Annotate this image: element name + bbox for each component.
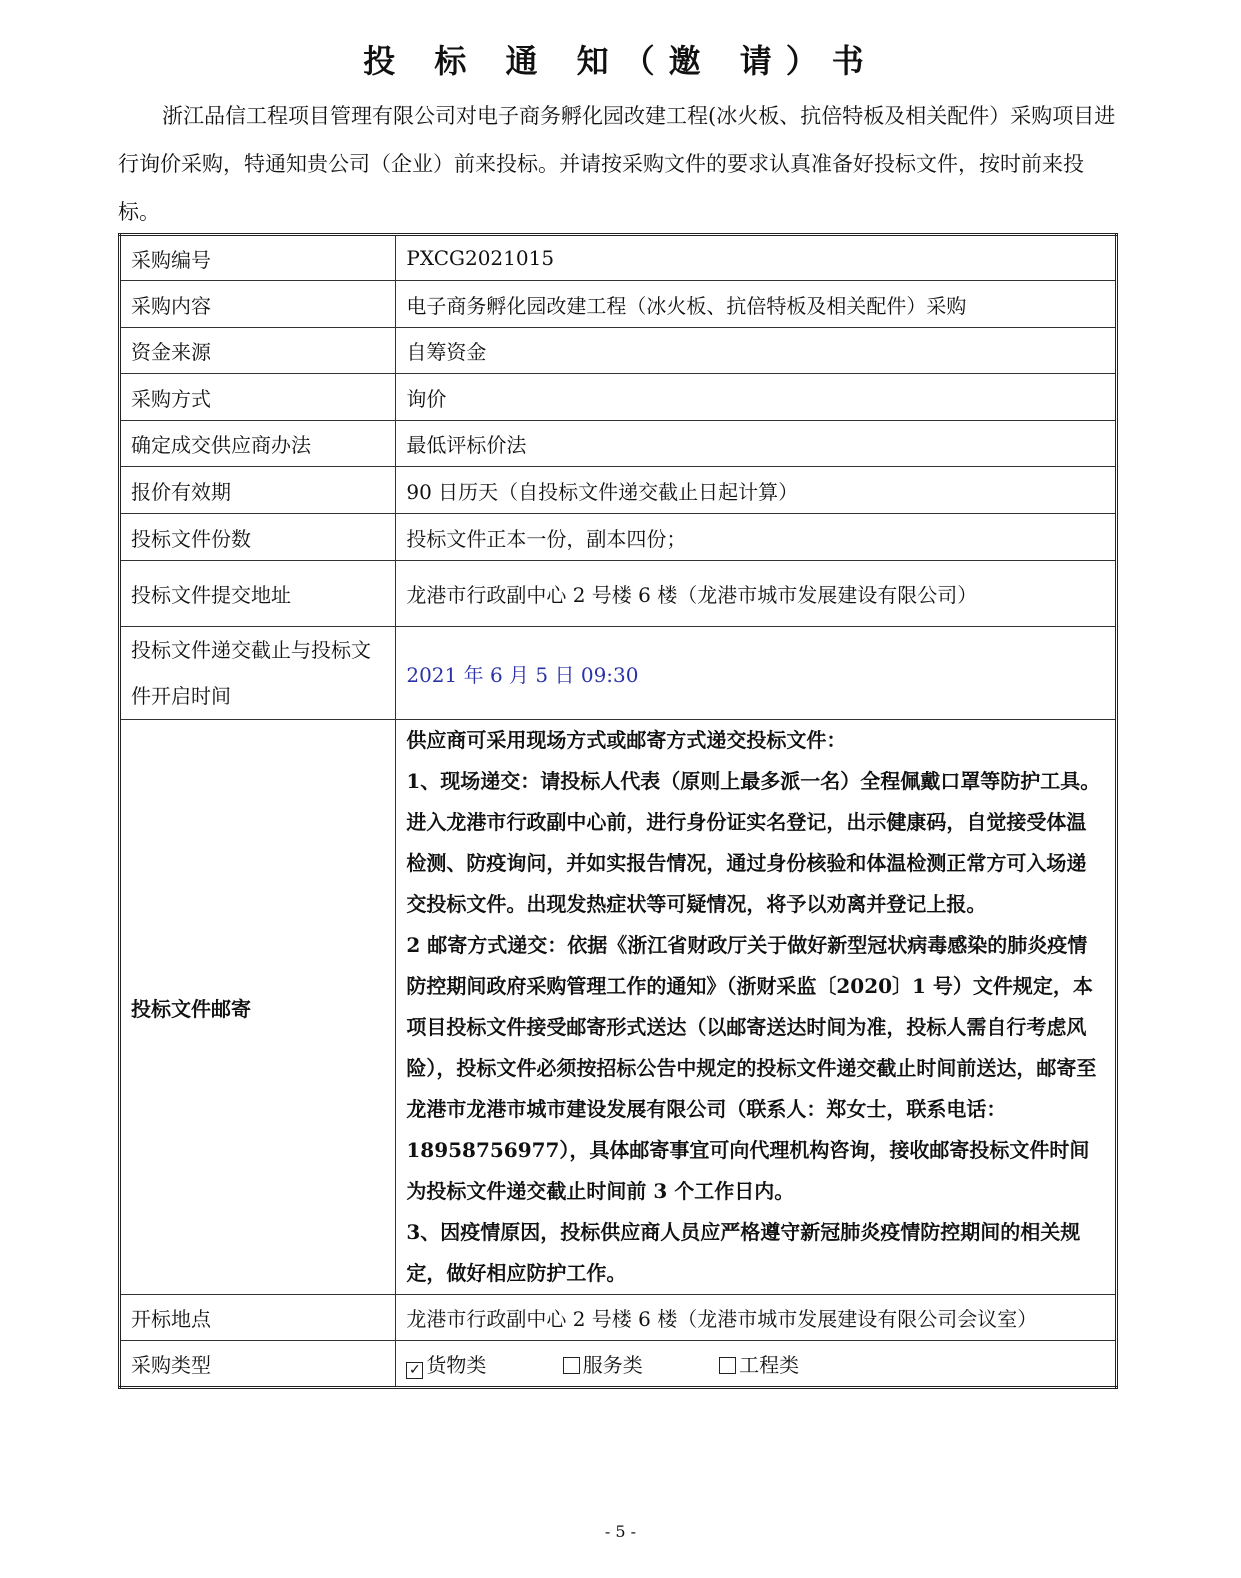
table-row — [120, 374, 1117, 421]
procurement-type-options — [396, 1341, 1117, 1388]
mailing-paragraph: 3、因疫情原因，投标供应商人员应严格遵守新冠肺炎疫情防控期间的相关规定，做好相应防护工作。 — [406, 1220, 1081, 1285]
row-value: PXCG2021015 — [396, 235, 1117, 281]
checkbox-unchecked-icon — [563, 1357, 580, 1374]
row-label: 采购方式 — [120, 374, 396, 421]
intro-paragraph: 浙江品信工程项目管理有限公司对电子商务孵化园改建工程(冰火板、抗倍特板及相关配件）采购项目进行询价采购，特通知贵公司（企业）前来投标。并请按采购文件的要求认真准备好投标文件，按时前来投标。 — [118, 104, 1116, 224]
checkbox-unchecked-icon — [719, 1357, 736, 1374]
checkbox-label: 货物类 — [426, 1352, 487, 1377]
row-value: 投标文件正本一份，副本四份； — [396, 514, 1117, 561]
table-row — [120, 627, 1117, 720]
table-row-mailing — [120, 720, 1117, 1295]
checkbox-services[interactable] — [563, 1349, 643, 1378]
row-value: 龙港市行政副中心 2 号楼 6 楼（龙港市城市发展建设有限公司会议室） — [396, 1295, 1117, 1341]
row-label: 采购编号 — [120, 235, 396, 281]
mailing-paragraph: 2 邮寄方式递交：依据《浙江省财政厅关于做好新型冠状病毒感染的肺炎疫情防控期间政府采购管理工作的通知》（浙财采监〔2020〕1 号）文件规定，本项目投标文件接受邮寄形式送达（以邮寄送达时间为准，投标人需自行考虑风险），投标文件必须按招标公告中规定的投标文件递交截止时间前送达，邮寄至龙港市龙港市城市建设发展有限公司（联系人：郑女士，联系电话：18958756977），具体邮寄事宜可向代理机构咨询，接收邮寄投标文件时间为投标文件递交截止时间前 3 个工作日内。 — [406, 933, 1097, 1203]
row-label: 资金来源 — [120, 328, 396, 374]
table-row — [120, 1341, 1117, 1388]
row-value: 自筹资金 — [396, 328, 1117, 374]
deadline-value: 2021 年 6 月 5 日 09:30 — [396, 627, 1117, 720]
row-label: 投标文件份数 — [120, 514, 396, 561]
table-row — [120, 561, 1117, 627]
table-row — [120, 281, 1117, 328]
table-row — [120, 1295, 1117, 1341]
document-title: 投 标 通 知（邀 请）书 — [363, 42, 878, 80]
table-row — [120, 514, 1117, 561]
row-label: 开标地点 — [120, 1295, 396, 1341]
row-value: 90 日历天（自投标文件递交截止日起计算） — [396, 467, 1117, 514]
table-row — [120, 421, 1117, 467]
row-label: 确定成交供应商办法 — [120, 421, 396, 467]
row-value: 最低评标价法 — [396, 421, 1117, 467]
mailing-paragraph: 供应商可采用现场方式或邮寄方式递交投标文件： — [406, 728, 847, 752]
checkbox-goods[interactable] — [406, 1349, 486, 1379]
checkbox-checked-icon: ✓ — [406, 1362, 423, 1379]
table-row — [120, 467, 1117, 514]
row-value: 龙港市行政副中心 2 号楼 6 楼（龙港市城市发展建设有限公司） — [396, 561, 1117, 627]
page-number: - 5 - — [604, 1522, 637, 1541]
checkbox-engineering[interactable] — [719, 1349, 799, 1378]
row-value: 电子商务孵化园改建工程（冰火板、抗倍特板及相关配件）采购 — [396, 281, 1117, 328]
row-label: 投标文件递交截止与投标文件开启时间 — [120, 627, 396, 720]
notice-table — [118, 233, 1118, 1389]
checkbox-label: 服务类 — [582, 1352, 643, 1377]
row-label: 采购内容 — [120, 281, 396, 328]
mailing-label: 投标文件邮寄 — [120, 720, 396, 1295]
row-label: 采购类型 — [120, 1341, 396, 1388]
mailing-paragraph: 1、现场递交：请投标人代表（原则上最多派一名）全程佩戴口罩等防护工具。进入龙港市行政副中心前，进行身份证实名登记，出示健康码，自觉接受体温检测、防疫询问，并如实报告情况，通过身份核验和体温检测正常方可入场递交投标文件。出现发热症状等可疑情况，将予以劝离并登记上报。 — [406, 769, 1101, 916]
checkbox-label: 工程类 — [739, 1352, 800, 1377]
row-value: 询价 — [396, 374, 1117, 421]
row-label: 报价有效期 — [120, 467, 396, 514]
row-label: 投标文件提交地址 — [120, 561, 396, 627]
table-row — [120, 235, 1117, 281]
mailing-content — [396, 720, 1117, 1295]
table-row — [120, 328, 1117, 374]
